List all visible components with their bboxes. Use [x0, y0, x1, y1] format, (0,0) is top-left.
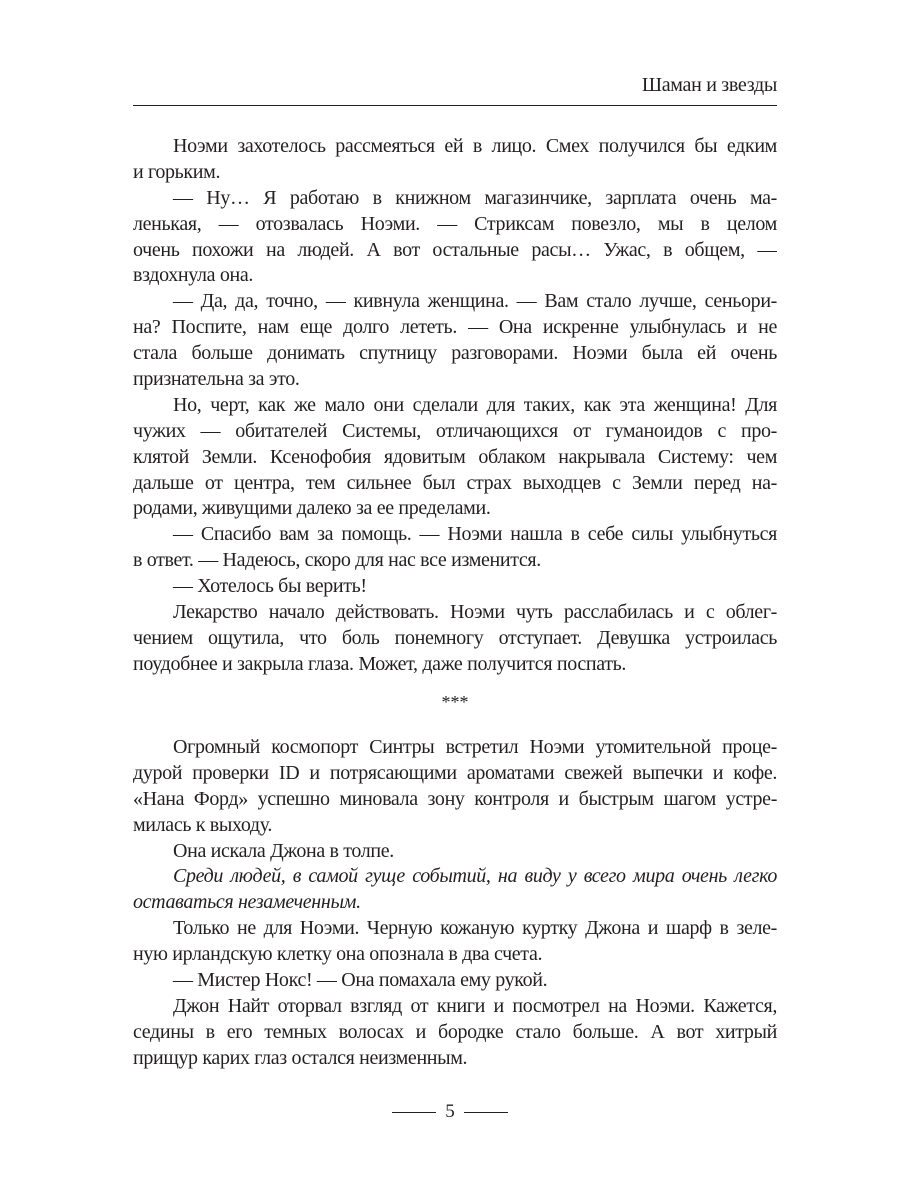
text-line: стала больше донимать спутницу разговорами. Ноэми была ей очень: [133, 342, 777, 365]
text-line: Только не для Ноэми. Черную кожаную куртку Джона и шарф в зеле-: [173, 917, 777, 940]
text-line: — Ну… Я работаю в книжном магазинчике, зарплата очень ма-: [173, 186, 777, 209]
text-line: Ноэми захотелось рассмеяться ей в лицо. Смех получился бы едким: [173, 135, 777, 157]
paragraph: [133, 968, 777, 994]
paragraph: [133, 522, 777, 574]
text-line: признательна за это.: [133, 368, 300, 391]
paragraph: [133, 994, 777, 1072]
text-line: в ответ. — Надеюсь, скоро для нас все изменится.: [133, 549, 541, 572]
text-line: милась к выходу.: [133, 813, 273, 836]
running-header: Шаман и звезды: [641, 74, 777, 96]
folio-dash-right: [464, 1112, 508, 1113]
text-line: — Спасибо вам за помощь. — Ноэми нашла в себе силы улыбнуться: [173, 523, 777, 546]
text-line: на? Поспите, нам еще долго лететь. — Она искренне улыбнулась и не: [133, 316, 777, 339]
text-line: дальше от центра, тем сильнее был страх выходцев с Земли перед на-: [133, 471, 777, 494]
paragraph: [133, 864, 777, 916]
text-line: вздохнула она.: [133, 264, 254, 287]
text-line: Она искала Джона в толпе.: [173, 839, 394, 862]
text-line: седины в его темных волосах и бородке стало больше. А вот хитрый: [133, 1020, 777, 1043]
text-line: «Нана Форд» успешно миновала зону контроля и быстрым шагом устре-: [133, 787, 777, 810]
paragraph: [133, 600, 777, 678]
text-line: — Хотелось бы верить!: [173, 575, 367, 598]
paragraph: [133, 735, 777, 839]
paragraph: [133, 393, 777, 522]
text-line: — Да, да, точно, — кивнула женщина. — Вам стало лучше, сеньори-: [173, 290, 777, 313]
text-line: поудобнее и закрыла глаза. Может, даже получится поспать.: [133, 652, 627, 675]
text-line: ленькая, — отозвалась Ноэми. — Стриксам повезло, мы в целом: [133, 212, 777, 235]
text-line: и горьким.: [133, 160, 221, 183]
text-line: ную ирландскую клетку она опознала в два счета.: [133, 943, 543, 966]
text-line: — Мистер Нокс! — Она помахала ему рукой.: [173, 969, 548, 992]
text-line: Лекарство начало действовать. Ноэми чуть расслабилась и с облег-: [173, 601, 777, 624]
paragraph: [133, 839, 777, 865]
header-rule: [133, 105, 777, 106]
text-line: Среди людей, в самой гуще событий, на виду у всего мира очень легко: [173, 865, 777, 888]
paragraph: [133, 134, 777, 186]
paragraph: [133, 289, 777, 393]
text-line: очень похожи на людей. А вот остальные расы… Ужас, в общем, —: [133, 238, 777, 261]
text-line: родами, живущими далеко за ее пределами.: [133, 497, 491, 520]
page-number: 5: [445, 1101, 455, 1122]
text-line: клятой Земли. Ксенофобия ядовитым облаком накрывала Систему: чем: [133, 445, 777, 468]
text-line: чужих — обитателей Системы, отличающихся от гуманоидов с про-: [133, 419, 777, 442]
text-line: чением ощутила, что боль понемногу отступает. Девушка устроилась: [133, 626, 777, 649]
text-block-1: [133, 134, 777, 678]
page-footer: [0, 1101, 900, 1123]
text-line: Но, черт, как же мало они сделали для таких, как эта женщина! Для: [173, 393, 777, 416]
text-line: Огромный космопорт Синтры встретил Ноэми утомительной проце-: [173, 736, 777, 758]
text-line: прищур карих глаз остался неизменным.: [133, 1046, 468, 1069]
paragraph: [133, 186, 777, 290]
text-line: Джон Найт оторвал взгляд от книги и посмотрел на Ноэми. Кажется,: [173, 994, 777, 1017]
paragraph: [133, 574, 777, 600]
paragraph: [133, 916, 777, 968]
text-block-2: [133, 735, 777, 1072]
text-line: оставаться незамеченным.: [133, 891, 361, 914]
folio-dash-left: [392, 1112, 436, 1113]
text-line: дурой проверки ID и потрясающими ароматами свежей выпечки и кофе.: [133, 761, 777, 784]
section-break: ***: [441, 692, 469, 712]
